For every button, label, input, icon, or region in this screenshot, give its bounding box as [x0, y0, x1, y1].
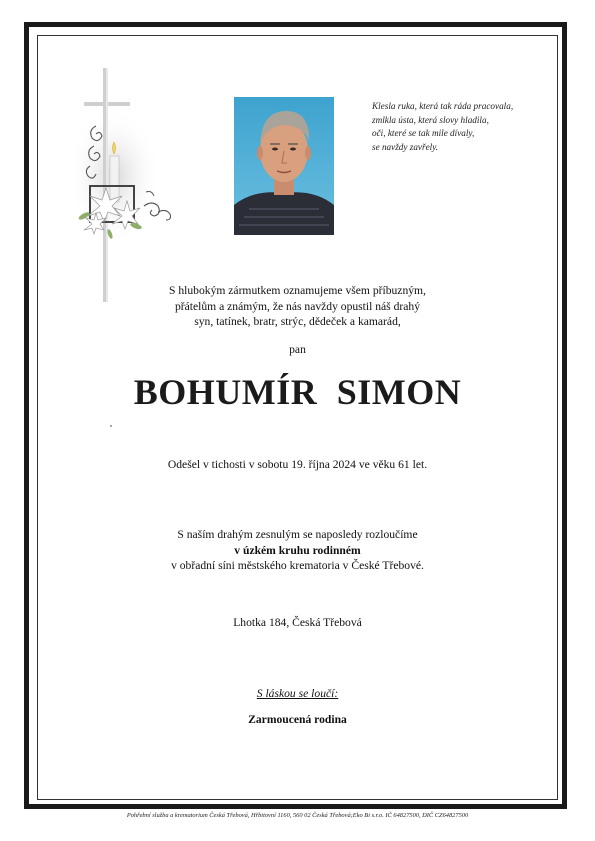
farewell-line: v obřadní síni městského krematoria v České Třebové. — [171, 559, 424, 572]
cross-candle-lily-icon — [74, 66, 186, 306]
deceased-name: BOHUMÍR SIMON — [133, 372, 462, 412]
intro-line: syn, tatínek, bratr, strýc, dědeček a kamarád, — [194, 315, 401, 328]
farewell-emphasis: v úzkém kruhu rodinném — [234, 543, 361, 557]
love-farewell-heading: S láskou se loučí: — [256, 687, 339, 700]
farewell-line: S naším drahým zesnulým se naposledy rozloučíme — [177, 528, 418, 541]
speck — [110, 425, 112, 427]
intro-line: přátelům a známým, že nás navždy opustil náš drahý — [174, 299, 420, 313]
memorial-poem — [372, 100, 552, 154]
intro-line: S hlubokým zármutkem oznamujeme všem příbuzným, — [169, 284, 426, 297]
honorific: pan — [289, 343, 306, 356]
poem-line: Klesla ruka, která tak ráda pracovala, — [372, 101, 514, 111]
farewell-info — [37, 527, 558, 574]
address: Lhotka 184, Česká Třebová — [233, 616, 362, 629]
poem-line: se navždy zavřely. — [372, 141, 439, 152]
family-signature: Zarmoucená rodina — [248, 713, 347, 726]
portrait-photo — [234, 97, 334, 235]
poem-line: zmlkla ústa, která slovy hladila, — [372, 114, 489, 125]
funeral-service-footer: Pohřební služba a krematorium Česká Třebová, Hřbitovní 1160, 560 02 Česká Třebová;Eko Bi s.r.o. IČ 64827500, DIČ CZ64827500 — [126, 812, 469, 819]
announcement-intro — [37, 283, 558, 330]
passing-notice: Odešel v tichosti v sobotu 19. října 2024 ve věku 61 let. — [167, 458, 428, 471]
poem-line: oči, které se tak mile dívaly, — [372, 128, 475, 138]
